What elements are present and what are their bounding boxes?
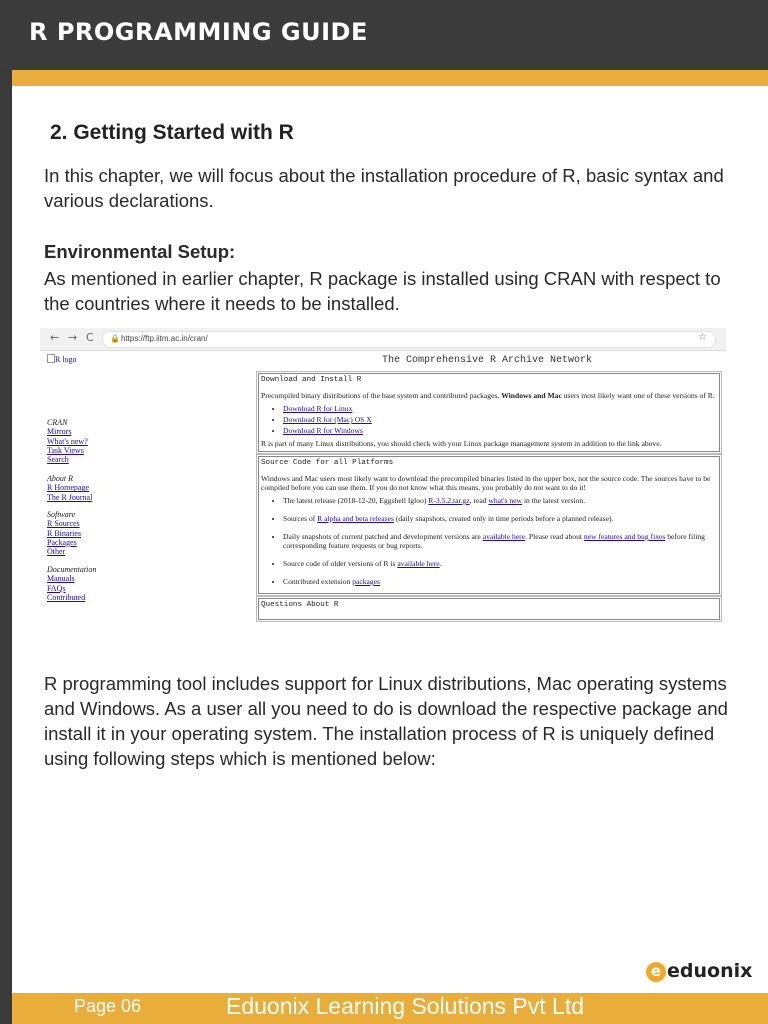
box-title: Source Code for all Platforms: [261, 459, 394, 467]
subsection-heading: Environmental Setup:: [44, 241, 236, 262]
cran-content-boxes: [258, 373, 720, 624]
sidebar-link: R Binaries: [47, 528, 81, 538]
sidebar-group-documentation: [47, 565, 96, 602]
sidebar-heading: About R: [47, 474, 73, 483]
browser-toolbar: [40, 328, 726, 351]
sidebar-heading: Documentation: [47, 565, 97, 574]
cran-screenshot: [40, 328, 726, 642]
download-link: Download R for (Mac) OS X: [283, 415, 372, 424]
footer-bar: [12, 993, 768, 1024]
download-install-box: [258, 373, 720, 452]
download-link: Download R for Windows: [283, 426, 363, 435]
cran-page-title: The Comprehensive R Archive Network: [382, 355, 593, 366]
sidebar-link: Mirrors: [47, 427, 72, 437]
url-text: https://ftp.iitm.ac.in/cran/: [121, 334, 208, 343]
bookmark-star-icon: ☆: [698, 332, 707, 343]
lock-icon: 🔒: [110, 334, 120, 343]
page-number: Page 06: [74, 996, 142, 1016]
setup-paragraph: As mentioned in earlier chapter, R package is installed using CRAN with respect to the countries where it needs to be installed.: [44, 268, 721, 314]
download-link: Download R for Linux: [283, 404, 353, 413]
sidebar-link: Search: [47, 455, 69, 465]
sidebar-group-cran: [47, 418, 88, 464]
box-intro: Windows and Mac users most likely want to download the precompiled binaries listed in the upper box, not the source code. The sources have to be compiled before you can use them. If you do not know what this means, you probably do not want to do it!: [261, 474, 711, 492]
box-title: Questions About R: [261, 601, 339, 609]
eduonix-logo-mark-icon: e: [646, 962, 666, 982]
reload-icon: C: [86, 331, 94, 344]
r-logo-image: R logo: [47, 354, 77, 364]
back-arrow-icon: ←: [50, 331, 60, 344]
closing-paragraph: R programming tool includes support for Linux distributions, Mac operating systems and Windows. As a user all you need to do is download the respective package and install it in your operating system. The installation process of R is uniquely defined using following steps which is mentioned below:: [44, 673, 728, 769]
company-name: Eduonix Learning Solutions Pvt Ltd: [226, 993, 585, 1019]
guide-title: R PROGRAMMING GUIDE: [29, 18, 368, 46]
sidebar-group-about: [47, 474, 92, 502]
address-bar: [102, 331, 716, 348]
box-note: R is part of many Linux distributions, you should check with your Linux package management system in addition to the link above.: [261, 439, 662, 448]
sidebar-link: Other: [47, 547, 66, 557]
sidebar-heading: CRAN: [47, 418, 68, 427]
sidebar-link: Manuals: [47, 574, 75, 584]
list-item: • Daily snapshots of current patched and development versions are available here. Please read about new features and bug fixes before filing corresponding feature requests or bug reports.: [283, 532, 717, 550]
eduonix-logo-text: eduonix: [667, 960, 753, 982]
header-accent-stripe: [12, 70, 768, 86]
header-bar: [0, 0, 768, 70]
sidebar-link: Task Views: [47, 445, 84, 455]
forward-arrow-icon: →: [68, 331, 78, 344]
list-item: • Contributed extension packages: [283, 577, 717, 586]
sidebar-link: Contributed: [47, 592, 86, 602]
section-heading: 2. Getting Started with R: [50, 121, 294, 144]
list-item: • The latest release (2018-12-20, Eggshell Igloo) R-3.5.2.tar.gz, read what's new in the latest version.: [283, 496, 717, 505]
list-item: • Sources of R alpha and beta releases (daily snapshots, created only in time periods before a planned release).: [283, 514, 717, 523]
sidebar-heading: Software: [47, 510, 76, 519]
list-item: • Source code of older versions of R is available here.: [283, 559, 717, 568]
sidebar-link: FAQs: [47, 583, 66, 593]
sidebar-link: What's new?: [47, 436, 88, 446]
questions-box: [258, 598, 720, 620]
intro-paragraph: In this chapter, we will focus about the installation procedure of R, basic syntax and various declarations.: [44, 165, 724, 211]
sidebar-link: R Homepage: [47, 483, 89, 493]
sidebar-link: R Sources: [47, 519, 80, 529]
sidebar-group-software: [47, 510, 81, 556]
source-code-box: [258, 456, 720, 594]
box-intro: Precompiled binary distributions of the base system and contributed packages, Windows and Mac users most likely want one of these versions of R:: [261, 391, 715, 400]
sidebar-link: The R Journal: [47, 492, 93, 502]
sidebar-link: Packages: [47, 537, 77, 547]
box-title: Download and Install R: [261, 376, 362, 384]
